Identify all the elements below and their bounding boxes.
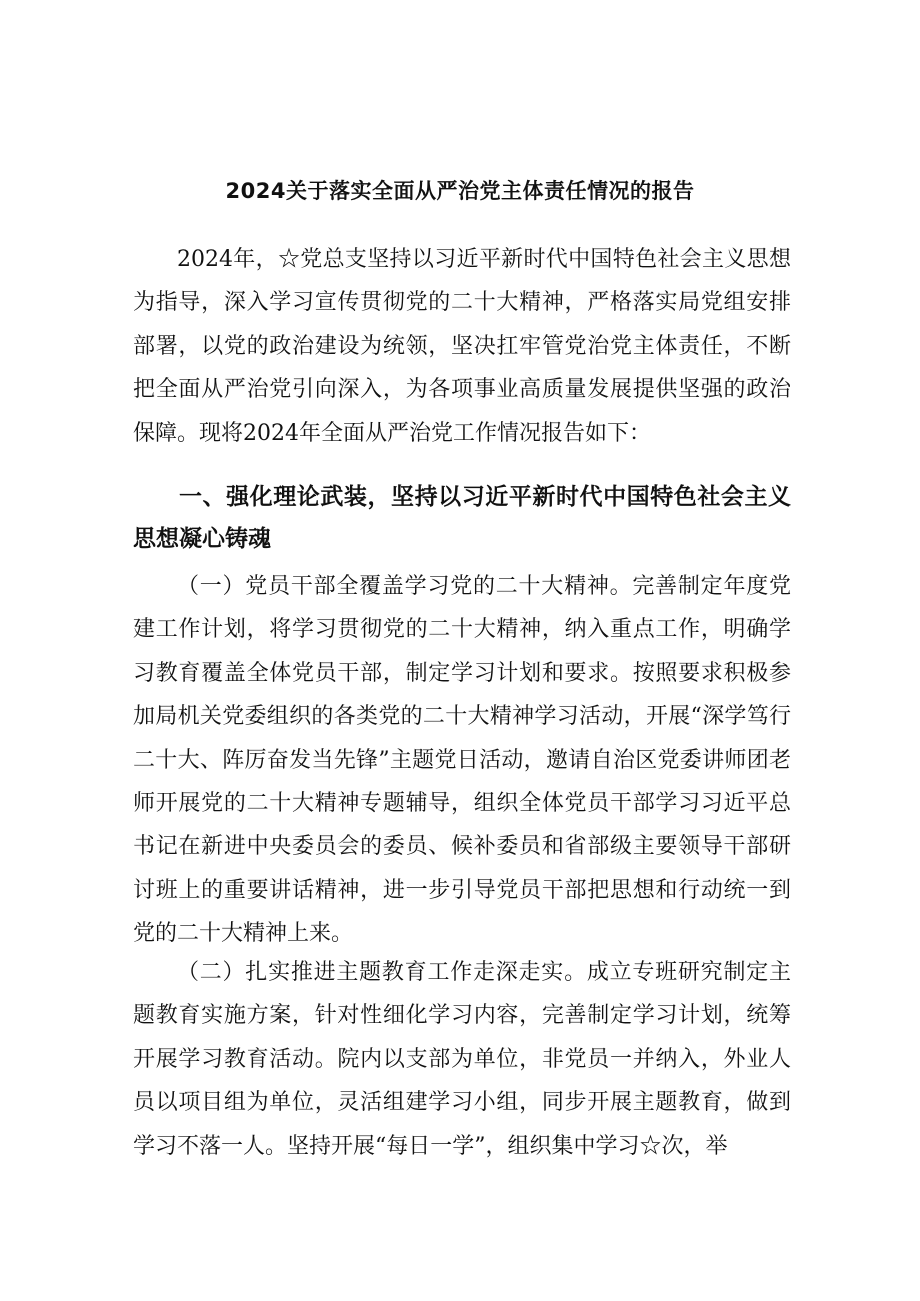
subsection-paragraph-1: （一）党员干部全覆盖学习党的二十大精神。完善制定年度党建工作计划，将学习贯彻党的二十大精神，纳入重点工作，明确学习教育覆盖全体党员干部，制定学习计划和要求。按照要求积极参加局机关党委组织的各类党的二十大精神学习活动，开展“深学笃行二十大、阵厉奋发当先锋”主题党日活动，邀请自治区党委讲师团老师开展党的二十大精神专题辅导，组织全体党员干部学习习近平总书记在新进中央委员会的委员、候补委员和省部级主要领导干部研讨班上的重要讲话精神，进一步引导党员干部把思想和行动统一到党的二十大精神上来。 [133,574,791,947]
document-title: 2024关于落实全面从严治党主体责任情况的报告 [225,179,695,203]
subsection-paragraph-2: （二）扎实推进主题教育工作走深走实。成立专班研究制定主题教育实施方案，针对性细化学习内容，完善制定学习计划，统筹开展学习教育活动。院内以支部为单位，非党员一并纳入，外业人员以项目组为单位，灵活组建学习小组，同步开展主题教育，做到学习不落一人。坚持开展“每日一学”，组织集中学习☆次，举 [133,960,791,1159]
section-heading-1: 一、强化理论武装，坚持以习近平新时代中国特色社会主义思想凝心铸魂 [133,484,791,552]
intro-paragraph: 2024年，☆党总支坚持以习近平新时代中国特色社会主义思想为指导，深入学习宣传贯彻党的二十大精神，严格落实局党组安排部署，以党的政治建设为统领，坚决扛牢管党治党主体责任，不断把全面从严治党引向深入，为各项事业高质量发展提供坚强的政治保障。现将2024年全面从严治党工作情况报告如下： [133,247,791,446]
